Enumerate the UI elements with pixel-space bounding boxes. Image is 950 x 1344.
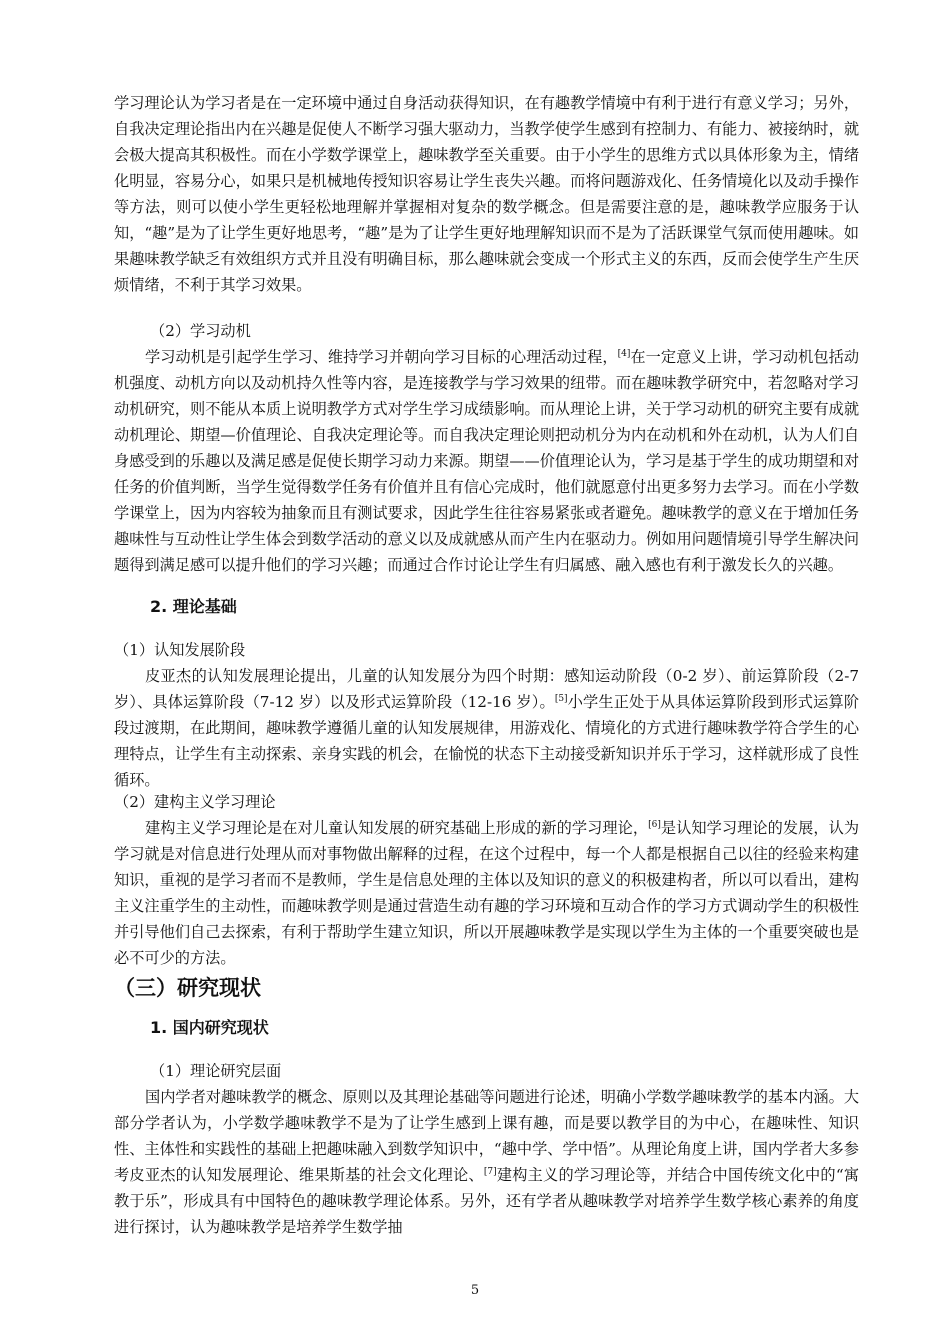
citation-5: [5] bbox=[554, 693, 568, 704]
heading-research-status: （三）研究现状 bbox=[114, 976, 261, 1000]
paragraph-learning-theory: 学习理论认为学习者是在一定环境中通过自身活动获得知识，在有趣教学情境中有利于进行有意义学习；另外，自我决定理论指出内在兴趣是促使人不断学习强大驱动力，当教学使学生感到有控制力、有能力、被接纳时，就会极大提高其积极性。而在小学数学课堂上，趣味教学至关重要。由于小学生的思维方式以具体形象为主，情绪化明显，容易分心，如果只是机械地传授知识容易让学生丧失兴趣。而将问题游戏化、任务情境化以及动手操作等方法，则可以使小学生更轻松地理解并掌握相对复杂的数学概念。但是需要注意的是，趣味教学应服务于认知，“趣”是为了让学生更好地思考，“趣”是为了让学生更好地理解知识而不是为了活跃课堂气氛而使用趣味。如果趣味教学缺乏有效组织方式并且没有明确目标，那么趣味就会变成一个形式主义的东西，反而会使学生产生厌烦情绪，不利于其学习效果。 bbox=[114, 94, 859, 294]
paragraph-constructivism bbox=[114, 815, 859, 971]
heading-learning-motivation: （2）学习动机 bbox=[150, 322, 251, 340]
paragraph-text: 是认知学习理论的发展，认为学习就是对信息进行处理从而对事物做出解释的过程，在这个过程中，每一个人都是根据自己以往的经验来构建知识，重视的是学习者而不是教师，学生是信息处理的主体以及知识的意义的积极建构者，所以可以看出，建构主义注重学生的主动性，而趣味教学则是通过营造生动有趣的学习环境和互动合作的学习方式调动学生的积极性并引导他们自己去探索，有利于帮助学生建立知识，所以开展趣味教学是实现以学生为主体的一个重要突破也是必不可少的方法。 bbox=[114, 819, 860, 967]
page-number: 5 bbox=[470, 1283, 480, 1298]
heading-constructivism: （2）建构主义学习理论 bbox=[114, 793, 276, 811]
paragraph-learning-motivation bbox=[114, 344, 859, 578]
paragraph-text: 建构主义学习理论是在对儿童认知发展的研究基础上形成的新的学习理论， bbox=[145, 819, 649, 837]
paragraph-text: 皮亚杰的认知发展理论提出，儿童的认知发展分为四个时期：感知运动阶段（0-2 岁）、前运算阶段（2-7 岁）、具体运算阶段（7-12 岁）以及形式运算阶段（12-16 岁）。 bbox=[114, 667, 859, 711]
paragraph-text: 在一定意义上讲，学习动机包括动机强度、动机方向以及动机持久性等内容，是连接教学与学习效果的纽带。而在趣味教学研究中，若忽略对学习动机研究，则不能从本质上说明教学方式对学生学习成绩影响。而从理论上讲，关于学习动机的研究主要有成就动机理论、期望—价值理论、自我决定理论等。而自我决定理论则把动机分为内在动机和外在动机，认为人们自身感受到的乐趣以及满足感是促使长期学习动力来源。期望——价值理论认为，学习是基于学生的成功期望和对任务的价值判断，当学生觉得数学任务有价值并且有信心完成时，他们就愿意付出更多努力去学习。而在小学数学课堂上，因为内容较为抽象而且有测试要求，因此学生往往容易紧张或者避免。趣味教学的意义在于增加任务趣味性与互动性让学生体会到数学活动的意义以及成就感从而产生内在驱动力。例如用问题情境引导学生解决问题得到满足感可以提升他们的学习兴趣；而通过合作讨论让学生有归属感、融入感也有利于激发长久的兴趣。 bbox=[114, 348, 860, 574]
paragraph-text: 小学生正处于从具体运算阶段到形式运算阶段过渡期，在此期间，趣味教学遵循儿童的认知发展规律，用游戏化、情境化的方式进行趣味教学符合学生的心理特点，让学生有主动探索、亲身实践的机会，在愉悦的状态下主动接受新知识并乐于学习，这样就形成了良性循环。 bbox=[114, 693, 860, 789]
citation-6: [6] bbox=[648, 819, 661, 830]
heading-domestic-research: 1. 国内研究现状 bbox=[150, 1018, 269, 1037]
paragraph-text: 国内学者对趣味教学的概念、原则以及其理论基础等问题进行论述，明确小学数学趣味教学的基本内涵。大部分学者认为，小学数学趣味教学不是为了让学生感到上课有趣，而是要以教学目的为中心，在趣味性、知识性、主体性和实践性的基础上把趣味融入到数学知识中，“趣中学、学中悟”。从理论角度上讲，国内学者大多参考皮亚杰的认知发展理论、维果斯基的社会文化理论、 bbox=[114, 1088, 859, 1184]
paragraph-domestic-theory bbox=[114, 1084, 859, 1240]
citation-4: [4] bbox=[617, 348, 631, 359]
paragraph-cognitive-development bbox=[114, 663, 859, 793]
paragraph-text: 学习动机是引起学生学习、维持学习并朝向学习目标的心理活动过程， bbox=[145, 348, 618, 366]
heading-theoretical-basis: 2. 理论基础 bbox=[150, 597, 237, 616]
heading-cognitive-development: （1）认知发展阶段 bbox=[114, 641, 246, 659]
citation-7: [7] bbox=[483, 1166, 497, 1177]
heading-theory-level: （1）理论研究层面 bbox=[150, 1062, 282, 1080]
paragraph-text: 建构主义的学习理论等，并结合中国传统文化中的“寓教于乐”，形成具有中国特色的趣味教学理论体系。另外，还有学者从趣味教学对培养学生数学核心素养的角度进行探讨，认为趣味教学是培养学生数学抽 bbox=[114, 1166, 860, 1236]
